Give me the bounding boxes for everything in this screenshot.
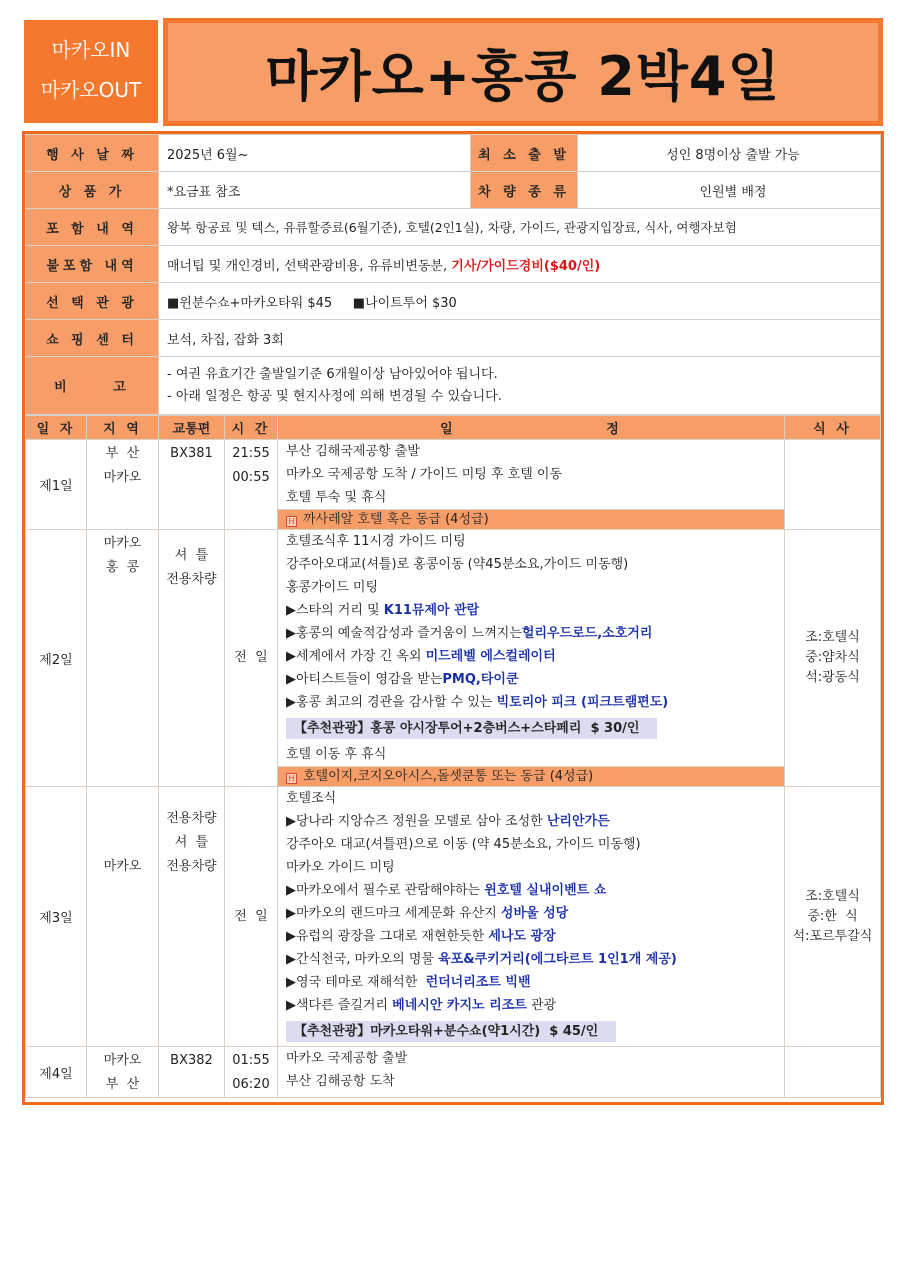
day-2-itinerary	[278, 530, 785, 787]
exclude-cell	[159, 246, 881, 283]
day-2-line-6-highlight: 미드레벨 에스컬레이터	[425, 649, 556, 664]
day-2-lunch: 중:얌차식	[805, 650, 860, 665]
day-2-line-5-text: ▶홍콩의 예술적감성과 즐거움이 느껴지는	[286, 626, 522, 641]
day-2-line-1: 호텔조식후 11시경 가이드 미팅	[286, 534, 466, 549]
day-1-meal	[785, 440, 881, 530]
day-3-transport-2: 셔 틀	[174, 835, 209, 850]
day-3-label: 제3일	[26, 787, 87, 1047]
day-3-line-10	[278, 994, 784, 1017]
day-1-hotel	[278, 509, 784, 529]
day-2-time: 전 일	[225, 530, 278, 787]
day-2-region-1: 마카오	[103, 536, 142, 551]
day-3-line-2-text: ▶당나라 지앙슈즈 정원을 모델로 삼아 조성한	[286, 814, 547, 829]
day-3-line-8-highlight: 육포&쿠키거리(에그타르트 1인1개 제공)	[438, 952, 677, 967]
day-2-line-3: 홍콩가이드 미팅	[286, 580, 379, 595]
day-4-transport: BX382	[159, 1047, 225, 1098]
exclude-guide-fee: 기사/가이드경비($40/인)	[451, 258, 601, 274]
header-region: 지 역	[87, 416, 159, 440]
day-4-line-1: 마카오 국제공항 출발	[286, 1051, 408, 1066]
day-4-meal	[785, 1047, 881, 1098]
info-row-note	[26, 357, 881, 415]
day-4-time-1: 01:55	[232, 1053, 270, 1068]
info-row-date	[26, 135, 881, 172]
day-2-label: 제2일	[26, 530, 87, 787]
include-value: 왕복 항공료 및 텍스, 유류할증료(6월기준), 호텔(2인1실), 차량, 가이드, 관광지입장료, 식사, 여행자보험	[159, 209, 881, 246]
day-3-lunch: 중:한 식	[807, 908, 858, 924]
day-3-line-5-highlight: 윈호텔 실내이벤트 쇼	[484, 883, 607, 898]
day-2-region	[87, 530, 159, 787]
day-3-line-7-text: ▶유럽의 광장을 그대로 재현한듯한	[286, 929, 489, 944]
day-3-recommended-tour: 【추천관광】마카오타워+분수쇼(약1시간) $ 45/인	[286, 1021, 616, 1042]
day-2-line-8-text: ▶홍콩 최고의 경관을 감사할 수 있는	[286, 695, 497, 710]
day-2-line-4-text: ▶스타의 거리 및	[286, 603, 384, 618]
day-2-line-7-highlight: PMQ,타이쿤	[442, 672, 519, 687]
day-3-transport	[159, 787, 225, 1047]
note-value	[159, 357, 881, 415]
note-line-2: - 아래 일정은 항공 및 현지사정에 의해 변경될 수 있습니다.	[167, 388, 502, 404]
day-1-row	[26, 440, 881, 530]
day-4-region	[87, 1047, 159, 1098]
day-3-line-7-highlight: 세나도 광장	[488, 929, 556, 944]
info-table	[25, 134, 881, 415]
info-row-option	[26, 283, 881, 320]
info-row-exclude	[26, 246, 881, 283]
day-2-breakfast: 조:호텔식	[805, 630, 860, 645]
day-3-line-10-text: ▶색다른 즐길거리	[286, 998, 393, 1013]
day-4-region-2: 부 산	[105, 1077, 140, 1092]
day-4-time-2: 06:20	[232, 1077, 270, 1092]
day-2-row	[26, 530, 881, 787]
day-3-line-4: 마카오 가이드 미팅	[286, 860, 395, 875]
note-line-1: - 여권 유효기간 출발일기준 6개월이상 남아있어야 됩니다.	[167, 366, 498, 382]
day-3-line-2	[278, 810, 784, 833]
day-3-breakfast: 조:호텔식	[805, 888, 860, 904]
include-label: 포 함 내 역	[26, 209, 159, 246]
header-time: 시 간	[225, 416, 278, 440]
day-4-itinerary	[278, 1047, 785, 1098]
day-3-line-8-text: ▶간식천국, 마카오의 명물	[286, 952, 439, 967]
day-2-region-2: 홍 콩	[105, 560, 140, 575]
day-1-label: 제1일	[26, 440, 87, 530]
day-2-hotel-name: 호텔이지,코지오아시스,돌셋쿤통 또는 동급 (4성급)	[303, 769, 594, 784]
day-3-itinerary	[278, 787, 785, 1047]
day-3-row	[26, 787, 881, 1047]
header-itinerary: 일 정	[278, 416, 785, 440]
day-1-line-3: 호텔 투숙 및 휴식	[286, 490, 387, 505]
badge-line-in: 마카오IN	[51, 38, 131, 62]
date-label: 행 사 날 짜	[26, 135, 159, 172]
day-1-region-2: 마카오	[103, 470, 142, 485]
header-transport: 교통편	[159, 416, 225, 440]
day-3-line-6-highlight: 성바울 성당	[500, 906, 569, 921]
badge-line-out: 마카오OUT	[40, 78, 142, 102]
min-departure-value: 성인 8명이상 출발 가능	[578, 135, 881, 172]
day-2-line-5	[278, 622, 784, 645]
info-row-price	[26, 172, 881, 209]
day-2-transport-2: 전용차량	[166, 572, 217, 587]
option-value: ■윈분수쇼+마카오타워 $45 ■나이트투어 $30	[159, 283, 881, 320]
day-3-transport-3: 전용차량	[166, 859, 217, 874]
day-4-label: 제4일	[26, 1047, 87, 1098]
day-1-region	[87, 440, 159, 530]
day-1-itinerary	[278, 440, 785, 530]
min-departure-label: 최 소 출 발	[471, 135, 578, 172]
day-3-line-2-highlight: 난리안가든	[546, 814, 610, 829]
day-1-time-1: 21:55	[232, 446, 270, 461]
day-2-transport-1: 셔 틀	[174, 548, 209, 563]
info-row-include	[26, 209, 881, 246]
header-meal: 식 사	[785, 416, 881, 440]
shopping-value: 보석, 차집, 잡화 3회	[159, 320, 881, 357]
day-3-line-5	[278, 879, 784, 902]
exclude-label: 불포함 내역	[26, 246, 159, 283]
day-3-line-6-text: ▶마카오의 랜드마크 세계문화 유산지	[286, 906, 501, 921]
date-value: 2025년 6월~	[159, 135, 471, 172]
day-1-hotel-name: 까사레알 호텔 혹은 동급 (4성급)	[303, 512, 489, 527]
day-3-line-3: 강주아오 대교(셔틀편)으로 이동 (약 45분소요, 가이드 미동행)	[286, 837, 641, 852]
day-2-line-6-text: ▶세계에서 가장 긴 옥외	[286, 649, 426, 664]
day-1-line-1: 부산 김해국제공항 출발	[286, 444, 420, 459]
hotel-icon: H	[286, 516, 297, 527]
day-2-line-6	[278, 645, 784, 668]
day-1-time-2: 00:55	[232, 470, 270, 485]
day-2-line-5-highlight: 헐리우드로드,소호거리	[521, 626, 653, 641]
day-2-line-7-text: ▶아티스트들이 영감을 받는	[286, 672, 443, 687]
day-2-recommended-tour: 【추천관광】홍콩 야시장투어+2층버스+스타페리 $ 30/인	[286, 718, 657, 739]
day-3-line-6	[278, 902, 784, 925]
exclude-value: 매너팁 및 개인경비, 선택관광비용, 유류비변동분,	[167, 258, 452, 274]
day-3-line-10-highlight: 베네시안 카지노 리조트	[392, 998, 527, 1013]
price-label: 상 품 가	[26, 172, 159, 209]
note-label: 비 고	[26, 357, 159, 415]
day-2-dinner: 석:광동식	[805, 670, 860, 685]
title-box	[163, 18, 883, 126]
schedule-table	[25, 415, 881, 1098]
day-2-line-2: 강주아오대교(셔틀)로 홍콩이동 (약45분소요,가이드 미동행)	[286, 557, 629, 572]
day-3-region: 마카오	[87, 787, 159, 1047]
day-4-row	[26, 1047, 881, 1098]
inout-badge	[24, 20, 158, 123]
shopping-label: 쇼 핑 센 터	[26, 320, 159, 357]
schedule-header-row	[26, 416, 881, 440]
day-1-time	[225, 440, 278, 530]
header-day: 일 자	[26, 416, 87, 440]
day-3-line-8	[278, 948, 784, 971]
itinerary-document	[22, 131, 884, 1105]
day-2-transport	[159, 530, 225, 787]
day-3-line-1: 호텔조식	[286, 791, 337, 806]
price-value: *요금표 참조	[159, 172, 471, 209]
day-3-time: 전 일	[225, 787, 278, 1047]
day-2-line-8-highlight: 빅토리아 피크 (피크트램편도)	[496, 695, 669, 710]
day-2-line-4	[278, 599, 784, 622]
hotel-icon: H	[286, 773, 297, 784]
day-3-line-7	[278, 925, 784, 948]
day-2-line-4-highlight: K11뮤제아 관람	[383, 603, 480, 618]
day-1-transport: BX381	[159, 440, 225, 530]
option-label: 선 택 관 광	[26, 283, 159, 320]
day-3-line-9	[278, 971, 784, 994]
day-3-line-10-suffix: 관광	[526, 998, 557, 1013]
day-4-region-1: 마카오	[103, 1053, 142, 1068]
info-row-shopping	[26, 320, 881, 357]
vehicle-value: 인원별 배정	[578, 172, 881, 209]
vehicle-label: 차 량 종 류	[471, 172, 578, 209]
day-3-dinner: 석:포르투갈식	[792, 928, 873, 944]
day-1-region-1: 부 산	[105, 446, 140, 461]
page-title: 마카오+홍콩 2박4일	[168, 23, 878, 121]
day-2-line-8	[278, 691, 784, 714]
day-1-line-2: 마카오 국제공항 도착 / 가이드 미팅 후 호텔 이동	[286, 467, 563, 482]
day-2-line-7	[278, 668, 784, 691]
day-2-meal	[785, 530, 881, 787]
day-3-line-9-highlight: 런더너리조트 빅밴	[425, 975, 531, 990]
day-2-line-9: 호텔 이동 후 휴식	[286, 747, 387, 762]
day-3-line-9-text: ▶영국 테마로 재해석한	[286, 975, 426, 990]
day-3-meal	[785, 787, 881, 1047]
day-4-line-2: 부산 김해공항 도착	[286, 1074, 395, 1089]
day-2-hotel	[278, 766, 784, 786]
day-3-line-5-text: ▶마카오에서 필수로 관람해야하는	[286, 883, 485, 898]
day-3-transport-1: 전용차량	[166, 811, 217, 826]
day-4-time	[225, 1047, 278, 1098]
